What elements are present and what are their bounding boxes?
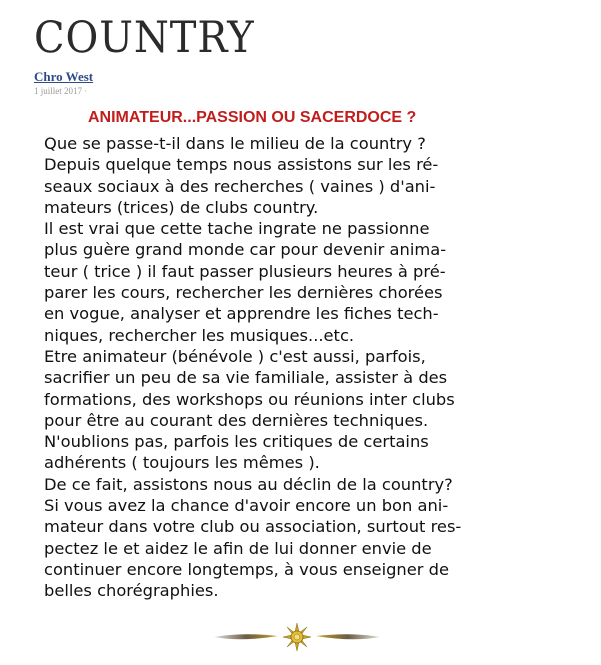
post-date: 1 juillet 2017 ·	[34, 86, 88, 96]
sun-divider-icon	[212, 622, 382, 652]
author-link[interactable]: Chro West	[34, 69, 94, 84]
body-line: Etre animateur (bénévole ) c'est aussi, parfois,	[44, 346, 426, 366]
body-line: niques, rechercher les musiques...etc.	[44, 325, 355, 345]
body-line: N'oublions pas, parfois les critiques de certains	[44, 432, 429, 452]
body-line: pectez le et aidez le afin de lui donner envie de	[44, 538, 432, 558]
body-line: adhérents ( toujours les mêmes ).	[44, 453, 320, 473]
body-line: Il est vrai que cette tache ingrate ne passionne	[44, 219, 430, 239]
body-line: mateur dans votre club ou association, surtout res-	[44, 517, 462, 537]
body-line: formations, des workshops ou réunions inter clubs	[44, 389, 455, 409]
body-line: teur ( trice ) il faut passer plusieurs heures à pré-	[44, 261, 446, 281]
body-line: seaux sociaux à des recherches ( vaines ) d'ani-	[44, 176, 436, 196]
article-body	[44, 133, 564, 602]
body-line: Si vous avez la chance d'avoir encore un bon ani-	[44, 496, 449, 516]
article-headline: ANIMATEUR...PASSION OU SACERDOCE ?	[88, 109, 417, 126]
body-line: continuer encore longtemps, à vous enseigner de	[44, 559, 449, 579]
body-line: De ce fait, assistons nous au déclin de la country?	[44, 474, 453, 494]
body-line: belles chorégraphies.	[44, 581, 219, 601]
body-line: en vogue, analyser et apprendre les fiches tech-	[44, 304, 439, 324]
body-line: parer les cours, rechercher les dernières chorées	[44, 283, 443, 303]
body-line: sacrifier un peu de sa vie familiale, assister à des	[44, 368, 448, 388]
body-line: pour être au courant des dernières techniques.	[44, 410, 429, 430]
body-line: Depuis quelque temps nous assistons sur les ré-	[44, 155, 439, 175]
body-line: mateurs (trices) de clubs country.	[44, 197, 319, 217]
body-line: plus guère grand monde car pour devenir anima-	[44, 240, 447, 260]
blog-title: COUNTRY	[34, 13, 255, 63]
body-line: Que se passe-t-il dans le milieu de la country ?	[44, 134, 426, 153]
